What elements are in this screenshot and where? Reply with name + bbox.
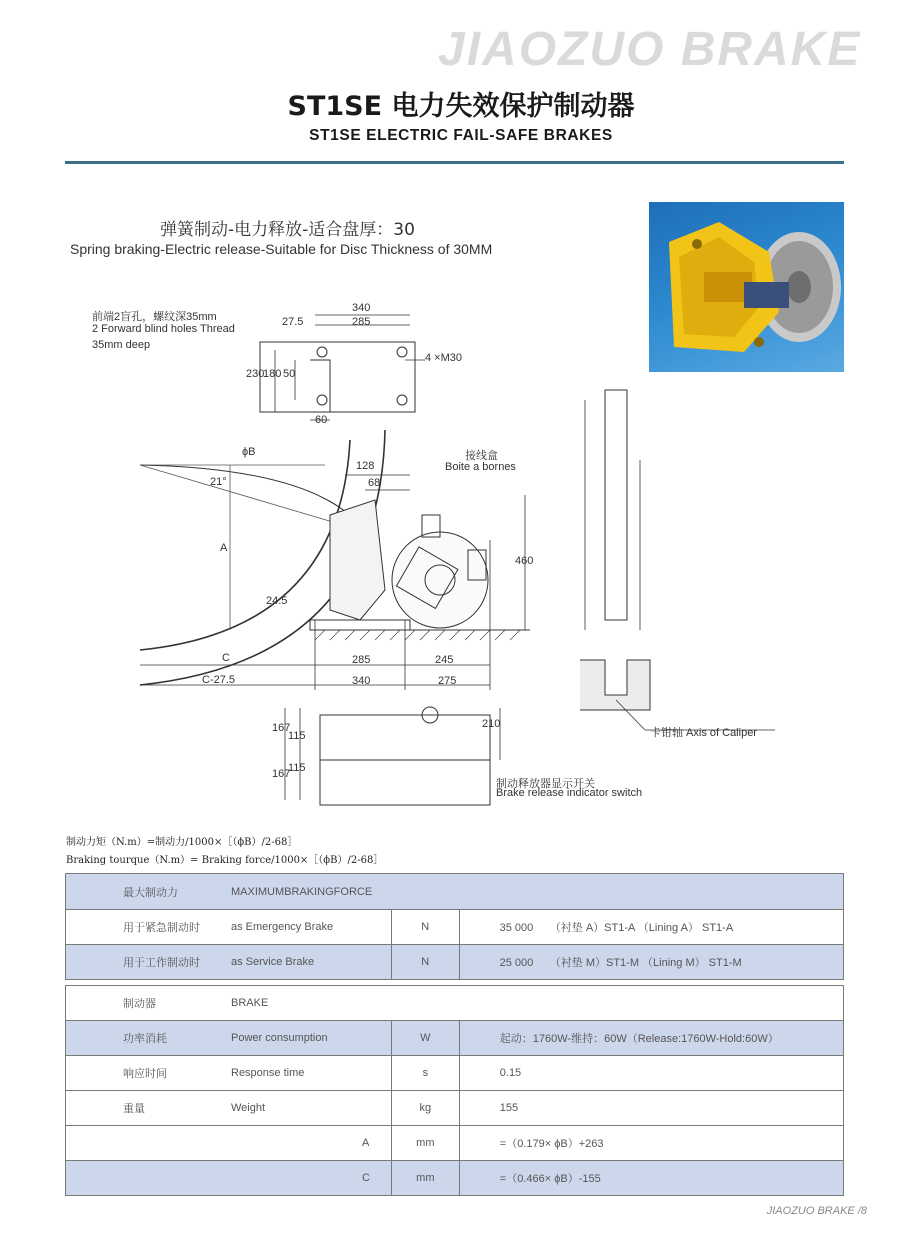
dim-60: 60 xyxy=(315,414,328,426)
dim-340-bottom: 340 xyxy=(352,675,371,687)
subtitle-en: Spring braking-Electric release-Suitable for Disc Thickness of 30MM xyxy=(70,241,493,257)
dim-167-top: 167 xyxy=(272,722,291,734)
header-en: BRAKE xyxy=(231,997,269,1009)
row-label-en: Weight xyxy=(231,1102,266,1114)
row-unit: kg xyxy=(391,1091,459,1126)
row-label-en: Power consumption xyxy=(231,1032,328,1044)
row-unit: N xyxy=(391,910,459,945)
dim-275: 275 xyxy=(438,675,457,687)
formula-en: Braking tourque（N.m）= Braking force/1000×［（ϕB）/2-68］ xyxy=(66,855,384,866)
bolt-label: 4 ×M30 xyxy=(425,352,462,364)
row-unit: N xyxy=(391,945,459,980)
row-unit: W xyxy=(391,1021,459,1056)
table-row xyxy=(66,910,844,945)
row-unit: mm xyxy=(391,1161,459,1196)
brake-table xyxy=(65,985,844,1196)
switch-cn: 制动释放器显示开关 xyxy=(496,778,595,790)
dim-128: 128 xyxy=(356,460,375,472)
table-row xyxy=(66,1021,844,1056)
table-row xyxy=(66,945,844,980)
row-label-cn: 功率消耗 xyxy=(123,1033,167,1045)
row-label-cn: 用于工作制动时 xyxy=(123,957,200,969)
table-row xyxy=(66,1126,844,1161)
dim-285-bottom: 285 xyxy=(352,654,371,666)
row-label: A xyxy=(362,1137,370,1149)
header-cn: 制动器 xyxy=(123,998,156,1010)
dim-c-label: C xyxy=(222,652,230,664)
row-value: 25 000 （衬垫 M）ST1-M （Lining M） ST1-M xyxy=(499,957,742,969)
table-row xyxy=(66,1161,844,1196)
formula-cn: 制动力矩（N.m）=制动力/1000×［（ϕB）/2-68］ xyxy=(66,837,298,848)
dim-68: 68 xyxy=(368,477,381,489)
dim-115-bottom: 115 xyxy=(288,762,306,774)
subtitle-cn: 弹簧制动-电力释放-适合盘厚：30 xyxy=(160,220,415,240)
row-value: 155 xyxy=(499,1102,519,1114)
dim-285-top: 285 xyxy=(352,316,371,328)
angle-label: 21° xyxy=(210,476,227,488)
page-title-cn: ST1SE 电力失效保护制动器 xyxy=(287,91,635,122)
row-unit: s xyxy=(391,1056,459,1091)
junction-box-cn: 接线盒 xyxy=(465,450,498,462)
header-cn: 最大制动力 xyxy=(123,886,178,899)
dim-210: 210 xyxy=(482,718,501,730)
row-value: 0.15 xyxy=(499,1067,522,1079)
note-en-2: 35mm deep xyxy=(92,339,151,351)
row-label-en: as Emergency Brake xyxy=(231,921,334,933)
table-row xyxy=(66,1056,844,1091)
caliper-axis-label: 卡钳轴 Axis of Caliper xyxy=(650,727,757,739)
dim-115-top: 115 xyxy=(288,730,306,742)
table-header-row xyxy=(66,874,844,910)
junction-box-fr: Boite a bornes xyxy=(445,461,516,473)
row-value: =（0.179× ϕB）+263 xyxy=(499,1138,604,1150)
page-footer: JIAOZUO BRAKE /8 xyxy=(766,1205,867,1217)
row-label-cn: 重量 xyxy=(123,1103,145,1115)
row-value: 35 000 （衬垫 A）ST1-A （Lining A） ST1-A xyxy=(499,922,734,934)
dim-460: 460 xyxy=(515,555,534,567)
row-label-en: as Service Brake xyxy=(231,956,315,968)
dim-340-top: 340 xyxy=(352,302,371,314)
technical-drawing xyxy=(60,290,790,810)
dim-167-bottom: 167 xyxy=(272,768,291,780)
row-value: 起动：1760W-维持：60W（Release:1760W-Hold:60W） xyxy=(499,1033,779,1045)
dim-230: 230 xyxy=(246,368,265,380)
dim-24-5: 24.5 xyxy=(266,595,288,607)
dim-180: 180 xyxy=(263,368,282,380)
dim-27-5: 27.5 xyxy=(282,316,304,328)
note-en-1: 2 Forward blind holes Thread xyxy=(92,323,235,335)
note-cn: 前端2盲孔，螺纹深35mm xyxy=(92,311,217,323)
row-value: =（0.466× ϕB）-155 xyxy=(499,1173,601,1185)
table-row xyxy=(66,1091,844,1126)
dim-50: 50 xyxy=(283,368,296,380)
dim-c-minus-label: C-27.5 xyxy=(202,674,236,686)
title-divider xyxy=(65,161,844,164)
row-label: C xyxy=(362,1172,370,1184)
row-label-en: Response time xyxy=(231,1067,305,1079)
switch-en: Brake release indicator switch xyxy=(496,787,643,799)
brand-watermark: JIAOZUO BRAKE xyxy=(438,23,862,76)
row-label-cn: 响应时间 xyxy=(123,1068,167,1080)
phi-b-label: ϕB xyxy=(242,446,256,458)
header-en: MAXIMUMBRAKINGFORCE xyxy=(231,885,373,898)
row-unit: mm xyxy=(391,1126,459,1161)
page-title-en: ST1SE ELECTRIC FAIL-SAFE BRAKES xyxy=(309,127,613,144)
row-label-cn: 用于紧急制动时 xyxy=(123,922,200,934)
dim-245: 245 xyxy=(435,654,454,666)
table-header-row xyxy=(66,986,844,1021)
dim-a-label: A xyxy=(220,542,228,554)
braking-force-table xyxy=(65,873,844,980)
